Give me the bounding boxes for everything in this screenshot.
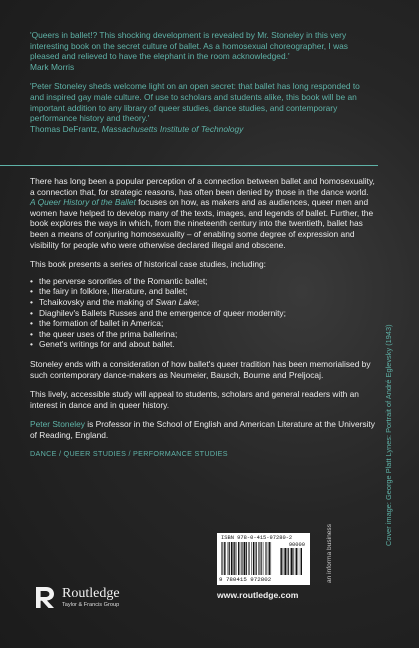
list-item: • the perverse sororities of the Romantic ballet;: [30, 276, 375, 287]
attribution-affiliation: Massachusetts Institute of Technology: [101, 123, 244, 134]
closing-paragraph: Stoneley ends with a consideration of how ballet's queer tradition has been memorialised by such contemporary dance-makers as Neumeier, Bausch, Bourne and Preljocaj.: [30, 358, 371, 380]
list-item: • the formation of ballet in America;: [30, 318, 375, 329]
barcode-number: 9 780415 972802: [219, 576, 272, 583]
subject-categories: DANCE / QUEER STUDIES / PERFORMANCE STUDIES: [30, 449, 228, 459]
author-bio: [30, 419, 375, 440]
endorsement-morris: [30, 30, 375, 72]
list-item: [30, 297, 375, 308]
endorsement-attribution: Mark Morris: [30, 61, 75, 72]
publisher-text: [62, 587, 120, 608]
list-item: • the fairy in folklore, literature, and ballet;: [30, 286, 375, 297]
barcode-bars: [221, 542, 276, 575]
publisher-name: Routledge: [62, 585, 120, 601]
list-item-text: Tchaikovsky and the making of: [39, 296, 156, 307]
endorsements: [30, 30, 375, 143]
intro-text-continued: focuses on how, as makers and as audiences, queer men and women have helped to develop many of the texts, images, and legends of ballet. Further, the book explores the ways in which, from the nineteenth century into the twentieth, ballet has been a means of conjuring homosexuality – of enabling some degree of expression and visibility for people who were otherwise declared illegal and obscene.: [30, 197, 374, 250]
audience-paragraph: This lively, accessible study will appeal to students, scholars and general readers with an interest in dance and in queer history.: [30, 389, 359, 410]
list-item-title: Swan Lake: [155, 296, 197, 307]
book-title: A Queer History of the Ballet: [30, 197, 136, 208]
blurb: [30, 176, 375, 469]
divider-line: [0, 165, 378, 166]
attribution-name: Thomas DeFrantz,: [30, 123, 102, 134]
publisher-website: www.routledge.com: [217, 590, 299, 600]
author-bio-text: is Professor in the School of English and American Literature at the University of Reading, England.: [30, 419, 375, 440]
routledge-r-icon: [32, 584, 58, 610]
case-study-list: [30, 276, 375, 350]
intro-paragraph: [30, 176, 375, 250]
isbn-text: ISBN 978-0-415-97280-2: [221, 535, 293, 541]
endorsement-text: 'Queers in ballet!? This shocking development is revealed by Mr. Stoneley in this very interesting book on the secret culture of ballet. As a homosexual choreographer, I was pleased and relieved to have the elephant in the room acknowledged.': [30, 30, 348, 62]
list-item: • the queer uses of the prima ballerina;: [30, 329, 375, 340]
isbn-barcode: [217, 533, 310, 585]
list-intro: This book presents a series of historical case studies, including:: [30, 259, 267, 270]
endorsement-attribution: [30, 124, 375, 135]
list-item: • Genet's writings for and about ballet.: [30, 339, 375, 350]
publisher-logo: [32, 584, 120, 610]
price-code: 90000: [288, 542, 305, 548]
informa-tagline: an informa business: [326, 523, 333, 583]
endorsement-text: 'Peter Stoneley sheds welcome light on an open secret: that ballet has long responded to and inspired gay male culture. Of use to scholars and students alike, this book will be an important addition to any library of queer studies, dance studies, and contemporary performance history and theory.': [30, 81, 360, 124]
author-name: Peter Stoneley: [30, 419, 85, 430]
endorsement-defrantz: [30, 81, 375, 134]
addon-barcode-bars: [280, 548, 305, 575]
list-item-punct: ;: [196, 296, 200, 307]
cover-image-credit: Cover image: George Platt Lynes: Portrait of André Eglevsky (1943): [384, 324, 393, 546]
intro-text: There has long been a popular perception of a connection between ballet and homosexuality, a connection that, for strategic reasons, has often been denied by those in the dance world.: [30, 176, 375, 197]
list-item: • Diaghilev's Ballets Russes and the emergence of queer modernity;: [30, 308, 375, 319]
publisher-group: Taylor & Francis Group: [62, 601, 120, 608]
